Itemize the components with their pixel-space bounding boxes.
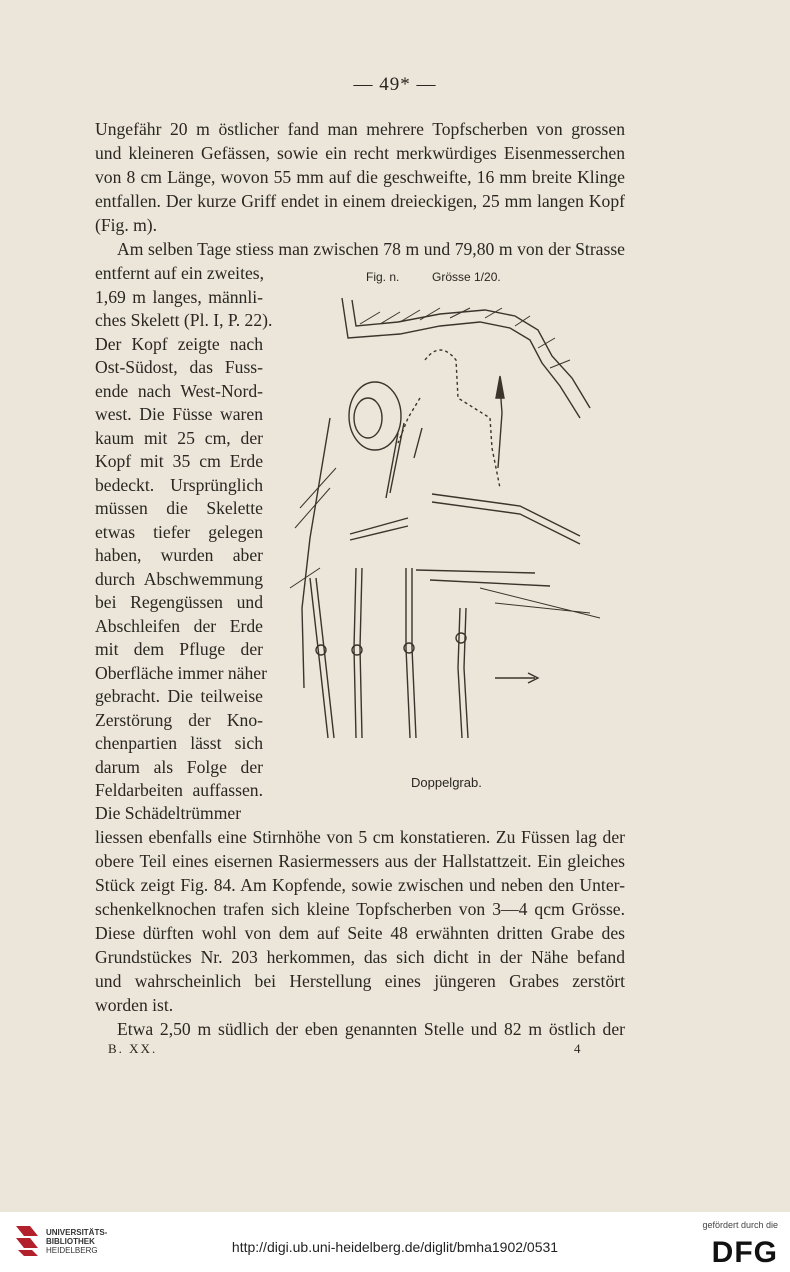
narrow-text-line: Feldarbeiten auffassen. (95, 780, 263, 800)
text-line: Stück zeigt Fig. 84. Am Kopfende, sowie zwischen und neben den Unter- (95, 875, 625, 895)
text-line: von 8 cm Länge, wovon 55 mm auf die geschweifte, 16 mm breite Klinge (95, 167, 625, 187)
narrow-text-line: bedeckt. Ursprünglich (95, 474, 263, 495)
narrow-text-line: ende nach West-Nord- (95, 380, 263, 401)
narrow-text-line: Die Schädeltrümmer (95, 803, 242, 823)
double-grave-drawing (280, 268, 625, 798)
text-line: Diese dürften wohl von dem auf Seite 48 erwähnten dritten Grabe des (95, 923, 625, 943)
text-line: liessen ebenfalls eine Stirnhöhe von 5 cm konstatieren. Zu Füssen lag der (95, 827, 625, 847)
page-number-header: — 49* — (353, 74, 437, 95)
text-line: Etwa 2,50 m südlich der eben genannten Stelle und 82 m östlich der (117, 1019, 625, 1039)
narrow-text-line: gebracht. Die teilweise (95, 686, 263, 706)
library-name: UNIVERSITÄTS- BIBLIOTHEK HEIDELBERG (46, 1228, 108, 1255)
signature-number: 4 (574, 1041, 581, 1056)
figure-scale: Grösse 1/20. (432, 270, 501, 284)
text-line: obere Teil eines eisernen Rasiermessers aus der Hallstattzeit. Ein gleiches (95, 851, 625, 871)
narrow-text-line: kaum mit 25 cm, der (95, 427, 263, 448)
narrow-text-line: Kopf mit 35 cm Erde (95, 451, 263, 471)
text-line: und kleineren Gefässen, sowie ein recht merkwürdiges Eisenmesserchen (95, 143, 625, 163)
narrow-text-line: chenpartien lässt sich (95, 733, 263, 753)
printer-signature: B. XX. (108, 1041, 158, 1056)
text-line: worden ist. (95, 995, 174, 1015)
narrow-text-line: 1,69 m langes, männli- (95, 286, 263, 307)
narrow-text-line: entfernt auf ein zweites, (95, 263, 265, 283)
narrow-text-line: Oberfläche immer näher (95, 662, 267, 683)
narrow-text-line: mit dem Pfluge der (95, 639, 263, 659)
funding-note: gefördert durch die (702, 1220, 778, 1230)
narrow-text-line: müssen die Skelette (95, 498, 263, 518)
figure-title: Doppelgrab. (411, 775, 482, 790)
narrow-text-line: Zerstörung der Kno- (95, 709, 263, 730)
narrow-text-line: ches Skelett (Pl. I, P. 22). (95, 310, 273, 330)
narrow-text-line: west. Die Füsse waren (95, 404, 263, 424)
text-line: (Fig. m). (95, 215, 158, 235)
narrow-text-line: darum als Folge der (95, 756, 263, 777)
narrow-text-line: Ost-Südost, das Fuss- (95, 357, 263, 377)
text-line: schenkelknochen trafen sich kleine Topfscherben von 3—4 qcm Grösse. (95, 899, 625, 919)
narrow-text-line: durch Abschwemmung (95, 568, 263, 589)
text-line: und wahrscheinlich bei Herstellung eines jüngeren Grabes zerstört (95, 971, 625, 991)
text-line: Ungefähr 20 m östlicher fand man mehrere Topfscherben von grossen (95, 119, 625, 139)
text-line: entfallen. Der kurze Griff endet in einem dreieckigen, 25 mm langen Kopf (95, 191, 625, 211)
dfg-logo[interactable]: DFG (711, 1236, 778, 1269)
narrow-text-line: etwas tiefer gelegen (95, 521, 263, 542)
narrow-text-line: haben, wurden aber (95, 545, 263, 565)
footer-bar (0, 1212, 790, 1272)
text-line: Grundstückes Nr. 203 herkommen, das sich dicht in der Nähe befand (95, 947, 625, 967)
narrow-text-line: Abschleifen der Erde (95, 615, 263, 636)
permalink-url[interactable]: http://digi.ub.uni-heidelberg.de/diglit/bmha1902/0531 (231, 1239, 559, 1255)
text-line: Am selben Tage stiess man zwischen 78 m und 79,80 m von der Strasse (117, 239, 625, 259)
narrow-text-line: bei Regengüssen und (95, 592, 263, 612)
narrow-text-line: Der Kopf zeigte nach (95, 333, 263, 354)
figure-caption: Fig. n. (366, 270, 400, 284)
